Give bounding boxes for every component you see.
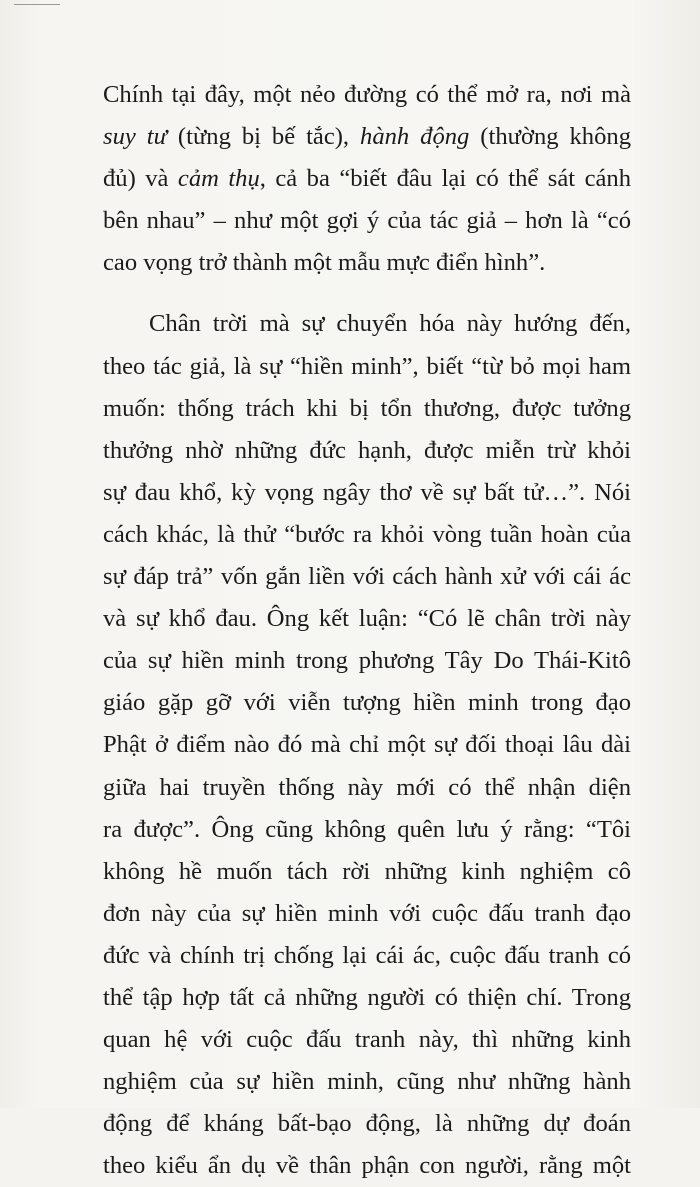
- text-line: [103, 116, 631, 158]
- text-span: muốn: thống trách khi bị tổn thương, được tưởng: [103, 394, 631, 422]
- paragraph: [103, 303, 631, 1187]
- text-span: Chính tại đây, một nẻo đường có thể mở ra, nơi mà: [103, 81, 631, 108]
- text-line: [103, 472, 631, 514]
- text-line: [103, 724, 631, 766]
- text-span: sự đáp trả” vốn gắn liền với cách hành xử với cái ác: [103, 563, 631, 591]
- text-line: [103, 388, 631, 430]
- text-line: [103, 346, 631, 388]
- text-span: bên nhau” – như một gợi ý của tác giả – hơn là “có: [103, 207, 631, 235]
- paragraph: [103, 74, 631, 284]
- text-line: [103, 682, 631, 724]
- text-line: [103, 935, 631, 977]
- text-line: [103, 514, 631, 556]
- text-span: sự đau khổ, kỳ vọng ngây thơ về sự bất tử…”. Nói: [103, 478, 631, 506]
- text-span: thể tập hợp tất cả những người có thiện chí. Trong: [103, 983, 631, 1011]
- text-span: theo tác giả, là sự “hiền minh”, biết “từ bỏ mọi ham: [103, 352, 631, 380]
- text-line: [103, 1145, 631, 1187]
- body-text: [103, 74, 631, 1187]
- italic-span: cảm thụ: [177, 165, 260, 193]
- text-span: của sự hiền minh trong phương Tây Do Thái-Kitô: [103, 647, 631, 675]
- text-line: [103, 1019, 631, 1061]
- text-span: động để kháng bất-bạo động, là những dự đoán: [103, 1110, 631, 1138]
- text-span: giáo gặp gỡ với viễn tượng hiền minh trong đạo: [103, 689, 631, 717]
- text-span: quan hệ với cuộc đấu tranh này, thì những kinh: [103, 1026, 631, 1054]
- text-span: giữa hai truyền thống này mới có thể nhận diện: [103, 773, 631, 801]
- text-line: [103, 851, 631, 893]
- text-line: [103, 430, 631, 472]
- text-span: theo kiểu ẩn dụ về thân phận con người, rằng một: [103, 1152, 631, 1180]
- text-line: [103, 1103, 631, 1145]
- text-span: Phật ở điểm nào đó mà chỉ một sự đối thoại lâu dài: [103, 731, 631, 759]
- paragraph-gap: [103, 284, 631, 303]
- text-span: , cả ba “biết đâu lại có thể sát cánh: [259, 165, 631, 193]
- text-line: [103, 1061, 631, 1103]
- text-line: [103, 74, 631, 116]
- text-span: cao vọng trở thành một mẫu mực điển hình”.: [103, 249, 546, 277]
- text-line: [103, 556, 631, 598]
- top-rule: [14, 4, 60, 5]
- text-line: [103, 303, 631, 345]
- text-span: và sự khổ đau. Ông kết luận: “Có lẽ chân trời này: [103, 605, 631, 633]
- text-span: đức và chính trị chống lại cái ác, cuộc đấu tranh có: [103, 941, 631, 969]
- text-line: [103, 598, 631, 640]
- text-span: cách khác, là thử “bước ra khỏi vòng tuần hoàn của: [103, 520, 631, 548]
- text-span: Chân trời mà sự chuyển hóa này hướng đến,: [149, 310, 631, 338]
- text-line: [103, 767, 631, 809]
- text-span: thưởng nhờ những đức hạnh, được miễn trừ khỏi: [103, 436, 631, 464]
- text-line: [103, 809, 631, 851]
- text-span: đủ) và: [103, 165, 178, 193]
- text-span: (từng bị bế tắc),: [166, 123, 361, 151]
- text-line: [103, 242, 631, 284]
- text-span: ra được”. Ông cũng không quên lưu ý rằng: “Tôi: [103, 815, 631, 843]
- text-span: nghiệm của sự hiền minh, cũng như những hành: [103, 1068, 631, 1096]
- text-line: [103, 893, 631, 935]
- text-line: [103, 977, 631, 1019]
- text-span: đơn này của sự hiền minh với cuộc đấu tranh đạo: [103, 899, 631, 927]
- text-span: (thường không: [469, 123, 631, 151]
- text-line: [103, 200, 631, 242]
- text-span: không hề muốn tách rời những kinh nghiệm cô: [103, 857, 631, 885]
- italic-span: suy tư: [103, 123, 167, 151]
- text-line: [103, 640, 631, 682]
- italic-span: hành động: [360, 123, 470, 151]
- text-line: [103, 158, 631, 200]
